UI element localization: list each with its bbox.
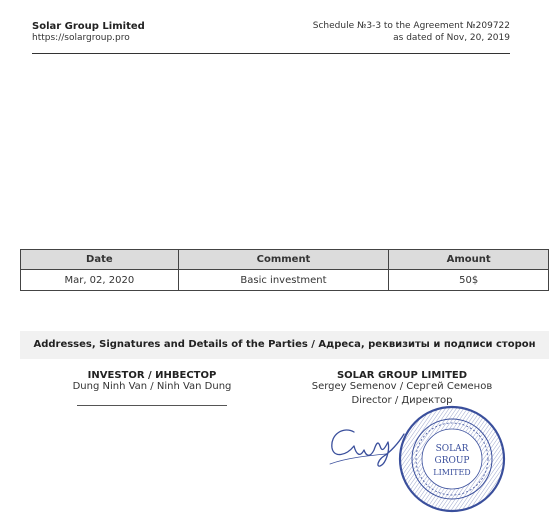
company-url[interactable]: https://solargroup.pro: [32, 33, 130, 43]
table-header-row: [21, 250, 549, 270]
company-party-title: SOLAR GROUP LIMITED: [336, 370, 468, 381]
column-header-comment: Comment: [178, 250, 389, 270]
payment-amount: 50$: [389, 270, 549, 291]
stamp-text-line: SOLAR: [435, 444, 469, 454]
stamp-text-line: GROUP: [434, 456, 470, 466]
director-signature: [326, 420, 406, 470]
company-stamp: [397, 404, 507, 514]
parties-section-header: [20, 331, 549, 359]
investor-signature-line: [77, 405, 227, 406]
agreement-date: as dated of Nov, 20, 2019: [393, 33, 510, 43]
schedule-reference: Schedule №3-3 to the Agreement №209722: [312, 21, 510, 31]
director-name: Sergey Semenov / Сергей Семенов: [311, 381, 493, 392]
investor-title: INVESTOR / ИНВЕСТОР: [87, 370, 217, 381]
payment-date: Mar, 02, 2020: [21, 270, 179, 291]
document-header: [32, 21, 510, 54]
director-role: Director / Директор: [351, 395, 453, 406]
column-header-date: Date: [21, 250, 179, 270]
payment-comment: Basic investment: [178, 270, 389, 291]
column-header-amount: Amount: [389, 250, 549, 270]
payments-table: [20, 249, 549, 291]
stamp-text-line: LIMITED: [433, 468, 471, 477]
company-name: Solar Group Limited: [32, 21, 145, 32]
table-row: [21, 270, 549, 291]
parties-title: Addresses, Signatures and Details of the Parties / Адреса, реквизиты и подписи сторон: [33, 339, 536, 350]
investor-name: Dung Ninh Van / Ninh Van Dung: [72, 381, 232, 392]
